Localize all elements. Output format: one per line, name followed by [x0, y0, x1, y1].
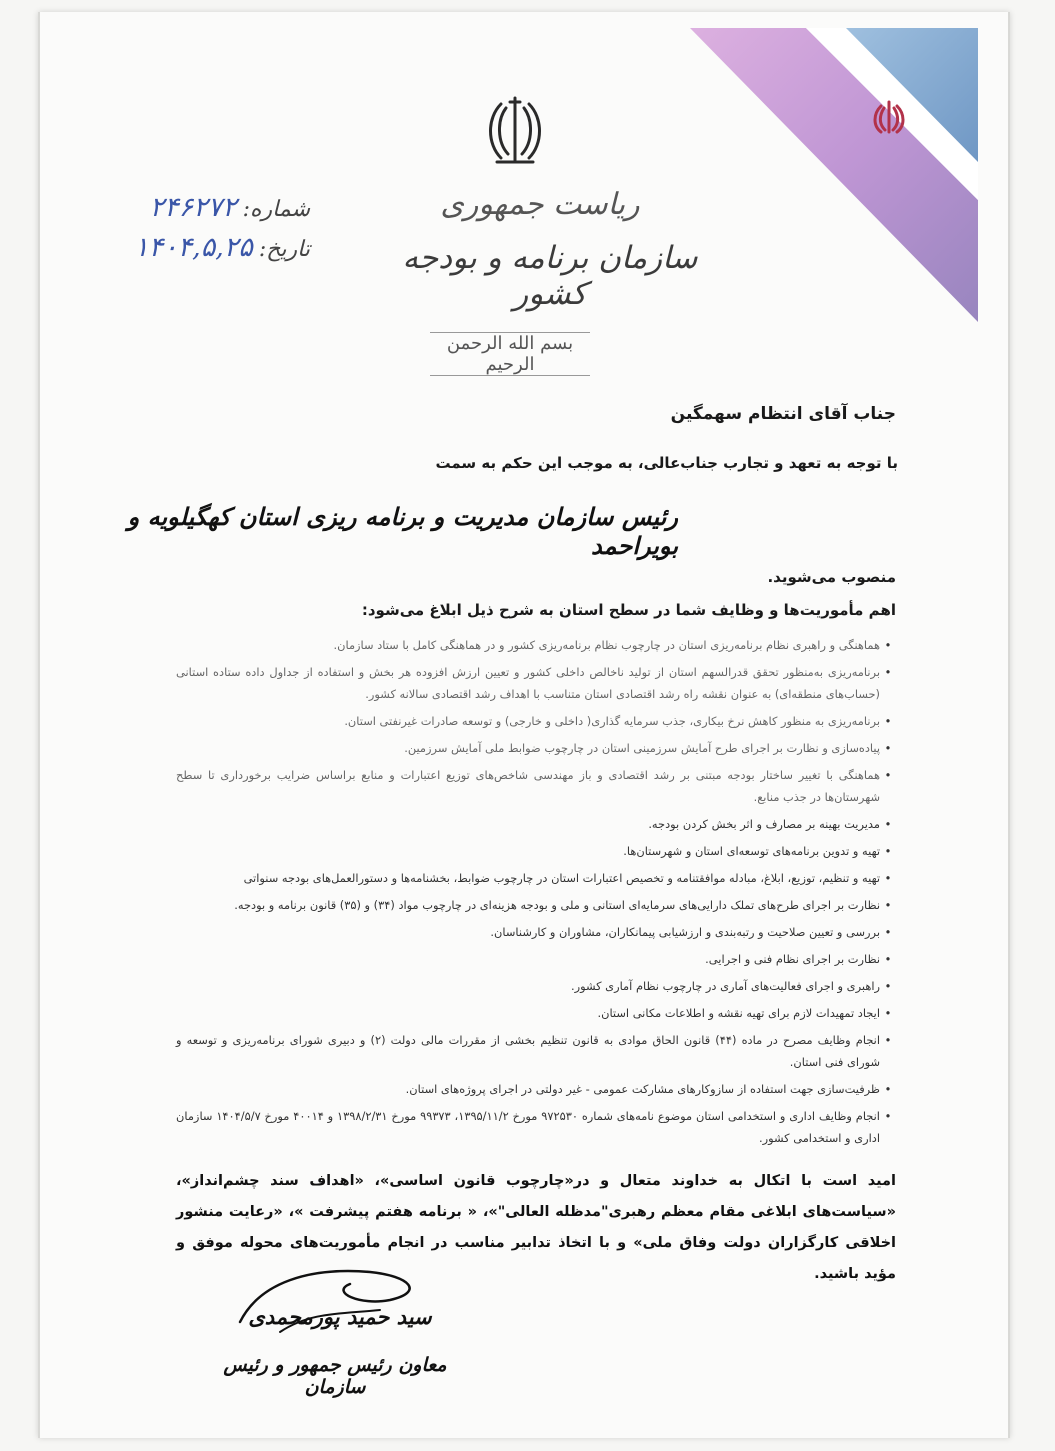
duty-item: • تهیه و تدوین برنامه‌های توسعه‌ای استان و شهرستان‌ها. — [176, 840, 896, 862]
organization-heading: سازمان برنامه و بودجه کشور — [402, 240, 698, 312]
signer-title: معاون رئیس جمهور و رئیس سازمان — [223, 1354, 447, 1398]
duty-item: • هماهنگی با تغییر ساختار بودجه مبتنی بر رشد اقتصادی و باز مهندسی شاخص‌های توزیع اعتبارات و منابع براساس ضرایب برخورداری تا سطح شهرستان‌ها در جذب منابع. — [176, 764, 896, 808]
number-label: شماره: — [242, 197, 310, 222]
iran-emblem-icon — [475, 90, 555, 170]
letter-page — [38, 12, 1010, 1438]
duty-text: تهیه و تدوین برنامه‌های توسعه‌ای استان و شهرستان‌ها. — [623, 844, 880, 858]
duty-text: پیاده‌سازی و نظارت بر اجرای طرح آمایش سرزمینی استان در چارچوب ضوابط ملی آمایش سرزمین. — [404, 741, 880, 755]
duty-item: • هماهنگی و راهبری نظام برنامه‌ریزی استان در چارچوب نظام برنامه‌ریزی کشور و در هماهنگی کامل با ستاد سازمان. — [176, 634, 896, 656]
duty-item: • مدیریت بهینه بر مصارف و اثر بخش کردن بودجه. — [176, 813, 896, 835]
appointed-line: منصوب می‌شوید. — [767, 568, 896, 586]
signer-name: سید حمید پورمحمدی — [248, 1304, 432, 1329]
bismillah: بسم الله الرحمن الرحیم — [430, 332, 590, 376]
duties-title: اهم مأموریت‌ها و وظایف شما در سطح استان به شرح ذیل ابلاغ می‌شود: — [361, 601, 896, 619]
duty-item: • پیاده‌سازی و نظارت بر اجرای طرح آمایش سرزمینی استان در چارچوب ضوابط ملی آمایش سرزمین. — [176, 737, 896, 759]
duty-text: انجام وظایف مصرح در ماده (۴۴) قانون الحاق موادی به قانون تنظیم بخشی از مقررات مالی دولت (۲) و دبیری شورای برنامه‌ریزی و توسعه و شورای فنی استان. — [176, 1033, 881, 1069]
duty-text: ایجاد تمهیدات لازم برای تهیه نقشه و اطلاعات مکانی استان. — [597, 1006, 880, 1020]
appointed-position: رئیس سازمان مدیریت و برنامه ریزی استان کهگیلویه و بویراحمد — [127, 502, 678, 560]
date-value: ۱۴۰۴,۵,۲۵ — [134, 232, 253, 263]
duty-text: هماهنگی با تغییر ساختار بودجه مبتنی بر رشد اقتصادی و باز مهندسی شاخص‌های توزیع اعتبارات و منابع براساس ضرایب برخورداری تا سطح شهرستان‌ها در جذب منابع. — [176, 768, 880, 804]
duty-item: • نظارت بر اجرای نظام فنی و اجرایی. — [176, 948, 896, 970]
duty-item: • انجام وظایف مصرح در ماده (۴۴) قانون الحاق موادی به قانون تنظیم بخشی از مقررات مالی دولت (۲) و دبیری شورای برنامه‌ریزی و توسعه و شورای فنی استان. — [176, 1029, 896, 1073]
duty-text: بررسی و تعیین صلاحیت و رتبه‌بندی و ارزشیابی پیمانکاران، مشاوران و کارشناسان. — [490, 925, 880, 939]
duty-item: • ایجاد تمهیدات لازم برای تهیه نقشه و اطلاعات مکانی استان. — [176, 1002, 896, 1024]
duty-item: • بررسی و تعیین صلاحیت و رتبه‌بندی و ارزشیابی پیمانکاران، مشاوران و کارشناسان. — [176, 921, 896, 943]
number-row — [70, 192, 310, 232]
duty-item: • برنامه‌ریزی به منظور کاهش نرخ بیکاری، جذب سرمایه گذاری( داخلی و خارجی) و توسعه صادرات غیرنفتی استان. — [176, 710, 896, 732]
iran-emblem-small-icon — [865, 94, 913, 142]
duty-text: تهیه و تنظیم، توزیع، ابلاغ، مبادله موافقتنامه و تخصیص اعتبارات استان در چارچوب ضوابط، بخشنامه‌ها و دستورالعمل‌های بودجه سنواتی — [243, 871, 880, 885]
signature-flourish — [220, 1262, 440, 1342]
duty-text: راهبری و اجرای فعالیت‌های آماری در چارچوب نظام آماری کشور. — [570, 979, 880, 993]
duty-text: هماهنگی و راهبری نظام برنامه‌ریزی استان در چارچوب نظام برنامه‌ریزی کشور و در هماهنگی کامل با ستاد سازمان. — [333, 638, 880, 652]
intro-line: با توجه به تعهد و تجارب جناب‌عالی، به موجب این حکم به سمت — [435, 454, 898, 472]
presidency-heading: ریاست جمهوری — [440, 187, 640, 222]
duty-item: • راهبری و اجرای فعالیت‌های آماری در چارچوب نظام آماری کشور. — [176, 975, 896, 997]
date-row — [70, 232, 310, 272]
duties-list — [176, 634, 896, 1154]
closing-paragraph: امید است با اتکال به خداوند متعال و در«چارچوب قانون اساسی»، «اهداف سند چشم‌انداز»، «سیاست‌های ابلاغی مقام معظم رهبری"مدظله العالی"»، « برنامه هفتم پیشرفت »، «رعایت منشور اخلاقی کارگزاران دولت وفاق ملی» و با اتخاذ تدابیر مناسب در انجام مأموریت‌های محوله موفق و مؤید باشید. — [176, 1173, 896, 1282]
duty-text: نظارت بر اجرای نظام فنی و اجرایی. — [705, 952, 880, 966]
duty-item: • انجام وظایف اداری و استخدامی استان موضوع نامه‌های شماره ۹۷۲۵۳۰ مورخ ۱۳۹۵/۱۱/۲، ۹۹۳۷۳ مورخ ۱۳۹۸/۲/۳۱ و ۴۰۰۱۴ مورخ ۱۴۰۴/۵/۷ سازمان اداری و استخدامی کشور. — [176, 1105, 896, 1149]
duty-text: انجام وظایف اداری و استخدامی استان موضوع نامه‌های شماره ۹۷۲۵۳۰ مورخ ۱۳۹۵/۱۱/۲، ۹۹۳۷۳ مورخ ۱۳۹۸/۲/۳۱ و ۴۰۰۱۴ مورخ ۱۴۰۴/۵/۷ سازمان اداری و استخدامی کشور. — [176, 1109, 880, 1145]
duty-text: برنامه‌ریزی به منظور کاهش نرخ بیکاری، جذب سرمایه گذاری( داخلی و خارجی) و توسعه صادرات غیرنفتی استان. — [344, 714, 880, 728]
number-value: ۲۴۶۲۷۲ — [149, 192, 237, 223]
duty-text: مدیریت بهینه بر مصارف و اثر بخش کردن بودجه. — [648, 817, 880, 831]
duty-item: • نظارت بر اجرای طرح‌های تملک دارایی‌های سرمایه‌ای استانی و ملی و بودجه هزینه‌ای در چارچوب مواد (۳۴) و (۳۵) قانون برنامه و بودجه. — [176, 894, 896, 916]
duty-text: نظارت بر اجرای طرح‌های تملک دارایی‌های سرمایه‌ای استانی و ملی و بودجه هزینه‌ای در چارچوب مواد (۳۴) و (۳۵) قانون برنامه و بودجه. — [234, 898, 880, 912]
letter-meta — [70, 192, 310, 272]
duty-text: برنامه‌ریزی به‌منظور تحقق قدرالسهم استان از تولید ناخالص داخلی کشور و تعیین ارزش افزوده هر بخش و استفاده از جداول داده ستاده استانی (حساب‌های منطقه‌ای) به عنوان نقشه راه رشد اقتصادی استان متناسب با اهداف رشد اقتصادی سالانه کشور. — [176, 665, 880, 701]
addressee: جناب آقای انتظام سهمگین — [670, 404, 896, 424]
duty-item: • تهیه و تنظیم، توزیع، ابلاغ، مبادله موافقتنامه و تخصیص اعتبارات استان در چارچوب ضوابط، بخشنامه‌ها و دستورالعمل‌های بودجه سنواتی — [176, 867, 896, 889]
duty-text: ظرفیت‌سازی جهت استفاده از سازوکارهای مشارکت عمومی - غیر دولتی در اجرای پروژه‌های استان. — [405, 1082, 880, 1096]
date-label: تاریخ: — [258, 237, 310, 262]
duty-item: • برنامه‌ریزی به‌منظور تحقق قدرالسهم استان از تولید ناخالص داخلی کشور و تعیین ارزش افزوده هر بخش و استفاده از جداول داده ستاده استانی (حساب‌های منطقه‌ای) به عنوان نقشه راه رشد اقتصادی استان متناسب با اهداف رشد اقتصادی سالانه کشور. — [176, 661, 896, 705]
duty-item: • ظرفیت‌سازی جهت استفاده از سازوکارهای مشارکت عمومی - غیر دولتی در اجرای پروژه‌های استان. — [176, 1078, 896, 1100]
